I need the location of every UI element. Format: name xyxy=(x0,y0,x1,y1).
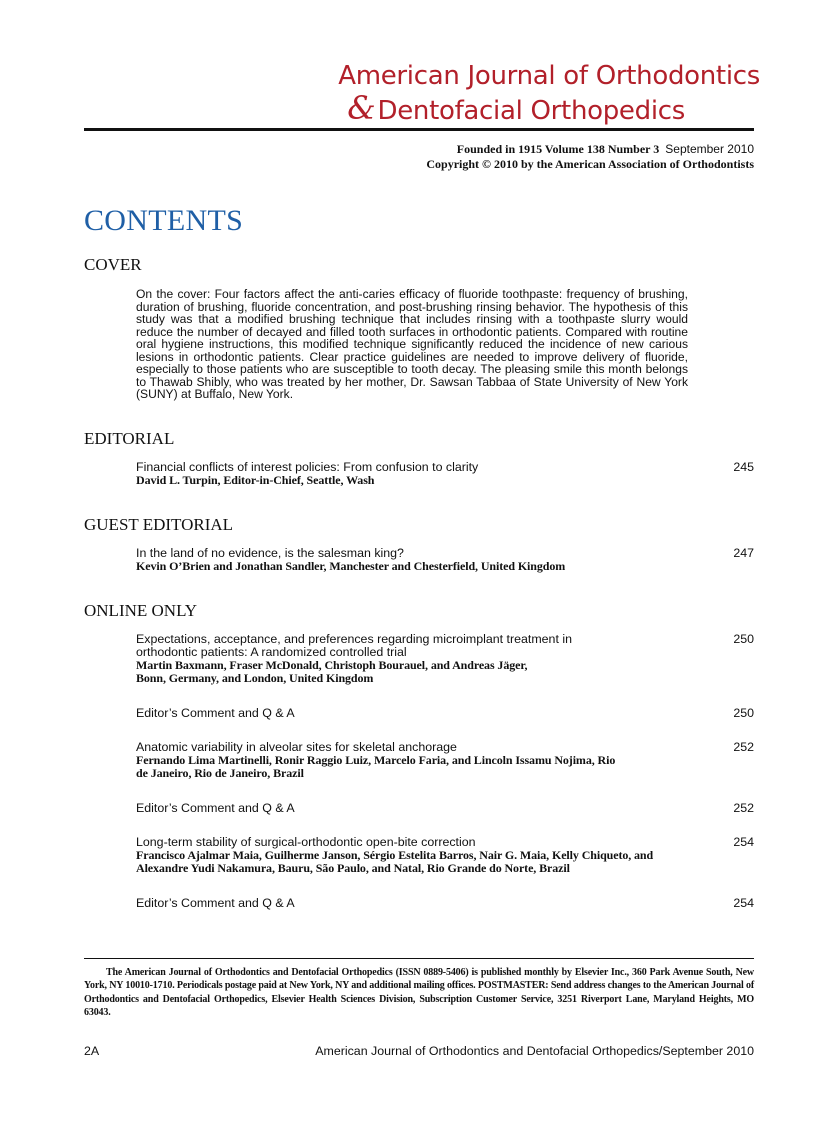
toc-entry-page: 252 xyxy=(733,801,754,815)
toc-entry-title[interactable]: Editor’s Comment and Q & A xyxy=(136,801,295,815)
journal-title-line2-wrap xyxy=(330,89,760,127)
toc-entry-page: 250 xyxy=(733,632,754,646)
toc-entry-title[interactable]: Expectations, acceptance, and preferences regarding microimplant treatment in orthodontic patients: A randomized controlled trial xyxy=(136,632,572,659)
toc-entry-authors: Kevin O’Brien and Jonathan Sandler, Manchester and Chesterfield, United Kingdom xyxy=(136,559,566,573)
toc-entry[interactable] xyxy=(136,802,754,815)
cover-description: On the cover: Four factors affect the anti-caries efficacy of fluoride toothpaste: frequency of brushing, duration of brushing, fluoride concentration, and post-brushing rinsing behavior. The hypothesis of this study was that a modified brushing technique that includes rinsing with a toothpaste slurry would reduce the number of decayed and filled tooth surfaces in orthodontic patients. Compared with routine oral hygiene instructions, this modified technique significantly reduced the incidence of new carious lesions in orthodontic patients. Clear practice guidelines are needed to improve delivery of fluoride, especially to those patients who are susceptible to tooth decay. The pleasing smile this month belongs to Thawab Shibly, who was treated by her mother, Dr. Sawsan Tabbaa of State University of New York (SUNY) at Buffalo, New York. xyxy=(136,287,688,401)
toc-entry[interactable] xyxy=(136,547,754,573)
toc-entry[interactable] xyxy=(136,707,754,720)
toc-entry-page: 247 xyxy=(733,546,754,560)
founded-text: Founded in 1915 Volume 138 Number 3 xyxy=(456,142,660,156)
journal-masthead xyxy=(330,60,760,127)
page-number: 2A xyxy=(84,1044,100,1058)
toc-entry-authors: David L. Turpin, Editor-in-Chief, Seattle, Wash xyxy=(136,473,375,487)
toc-entry-authors: Martin Baxmann, Fraser McDonald, Christoph Bourauel, and Andreas Jäger, Bonn, Germany, and London, United Kingdom xyxy=(136,658,528,685)
toc-entry-title[interactable]: Anatomic variability in alveolar sites for skeletal anchorage xyxy=(136,740,457,754)
section-heading-editorial: EDITORIAL xyxy=(84,429,175,448)
section-heading-cover: COVER xyxy=(84,255,142,274)
section-heading-online-only: ONLINE ONLY xyxy=(84,601,198,620)
toc-entry-title[interactable]: Long-term stability of surgical-orthodontic open-bite correction xyxy=(136,835,476,849)
toc-entry-title[interactable]: Editor’s Comment and Q & A xyxy=(136,706,295,720)
toc-entry[interactable] xyxy=(136,836,754,875)
toc-entry-page: 252 xyxy=(733,740,754,754)
journal-ampersand: & xyxy=(347,89,376,127)
bottom-rule xyxy=(84,958,754,959)
toc-entry[interactable] xyxy=(136,633,754,685)
founded-line xyxy=(300,142,754,156)
toc-entry-title[interactable]: Editor’s Comment and Q & A xyxy=(136,896,295,910)
toc-entry-authors: Francisco Ajalmar Maia, Guilherme Janson, Sérgio Estelita Barros, Nair G. Maia, Kelly Chiqueto, and Alexandre Yudi Nakamura, Bauru, São Paulo, and Natal, Rio Grande do Norte, Brazil xyxy=(136,848,654,875)
toc-entry[interactable] xyxy=(136,741,754,780)
toc-entry-page: 245 xyxy=(733,460,754,474)
publication-info: The American Journal of Orthodontics and Dentofacial Orthopedics (ISSN 0889-5406) is published monthly by Elsevier Inc., 360 Park Avenue South, New York, NY 10010-1710. Periodicals postage paid at New York, NY and additional mailing offices. POSTMASTER: Send address changes to the American Journal of Orthodontics and Dentofacial Orthopedics, Elsevier Health Sciences Division, Subscription Customer Service, 3251 Riverport Lane, Maryland Heights, MO 63043. xyxy=(84,967,754,1019)
toc-entry-title[interactable]: Financial conflicts of interest policies: From confusion to clarity xyxy=(136,460,479,474)
contents-title: CONTENTS xyxy=(84,204,244,237)
toc-entry[interactable] xyxy=(136,461,754,487)
copyright-line: Copyright © 2010 by the American Association of Orthodontists xyxy=(426,157,754,171)
running-footer-title: American Journal of Orthodontics and Dentofacial Orthopedics/September 2010 xyxy=(315,1044,754,1058)
journal-title-line2: Dentofacial Orthopedics xyxy=(377,96,685,126)
toc-entry-authors: Fernando Lima Martinelli, Ronir Raggio Luiz, Marcelo Faria, and Lincoln Issamu Nojima, Rio de Janeiro, Rio de Janeiro, Brazil xyxy=(136,753,616,780)
top-rule xyxy=(84,128,754,131)
toc-entry-page: 254 xyxy=(733,896,754,910)
journal-title-line1: American Journal of Orthodontics xyxy=(338,61,760,91)
toc-entry-page: 254 xyxy=(733,835,754,849)
toc-entry-page: 250 xyxy=(733,706,754,720)
section-heading-guest-editorial: GUEST EDITORIAL xyxy=(84,515,234,534)
toc-entry-title[interactable]: In the land of no evidence, is the salesman king? xyxy=(136,546,404,560)
issue-date: September 2010 xyxy=(665,142,754,156)
toc-entry[interactable] xyxy=(136,897,754,910)
